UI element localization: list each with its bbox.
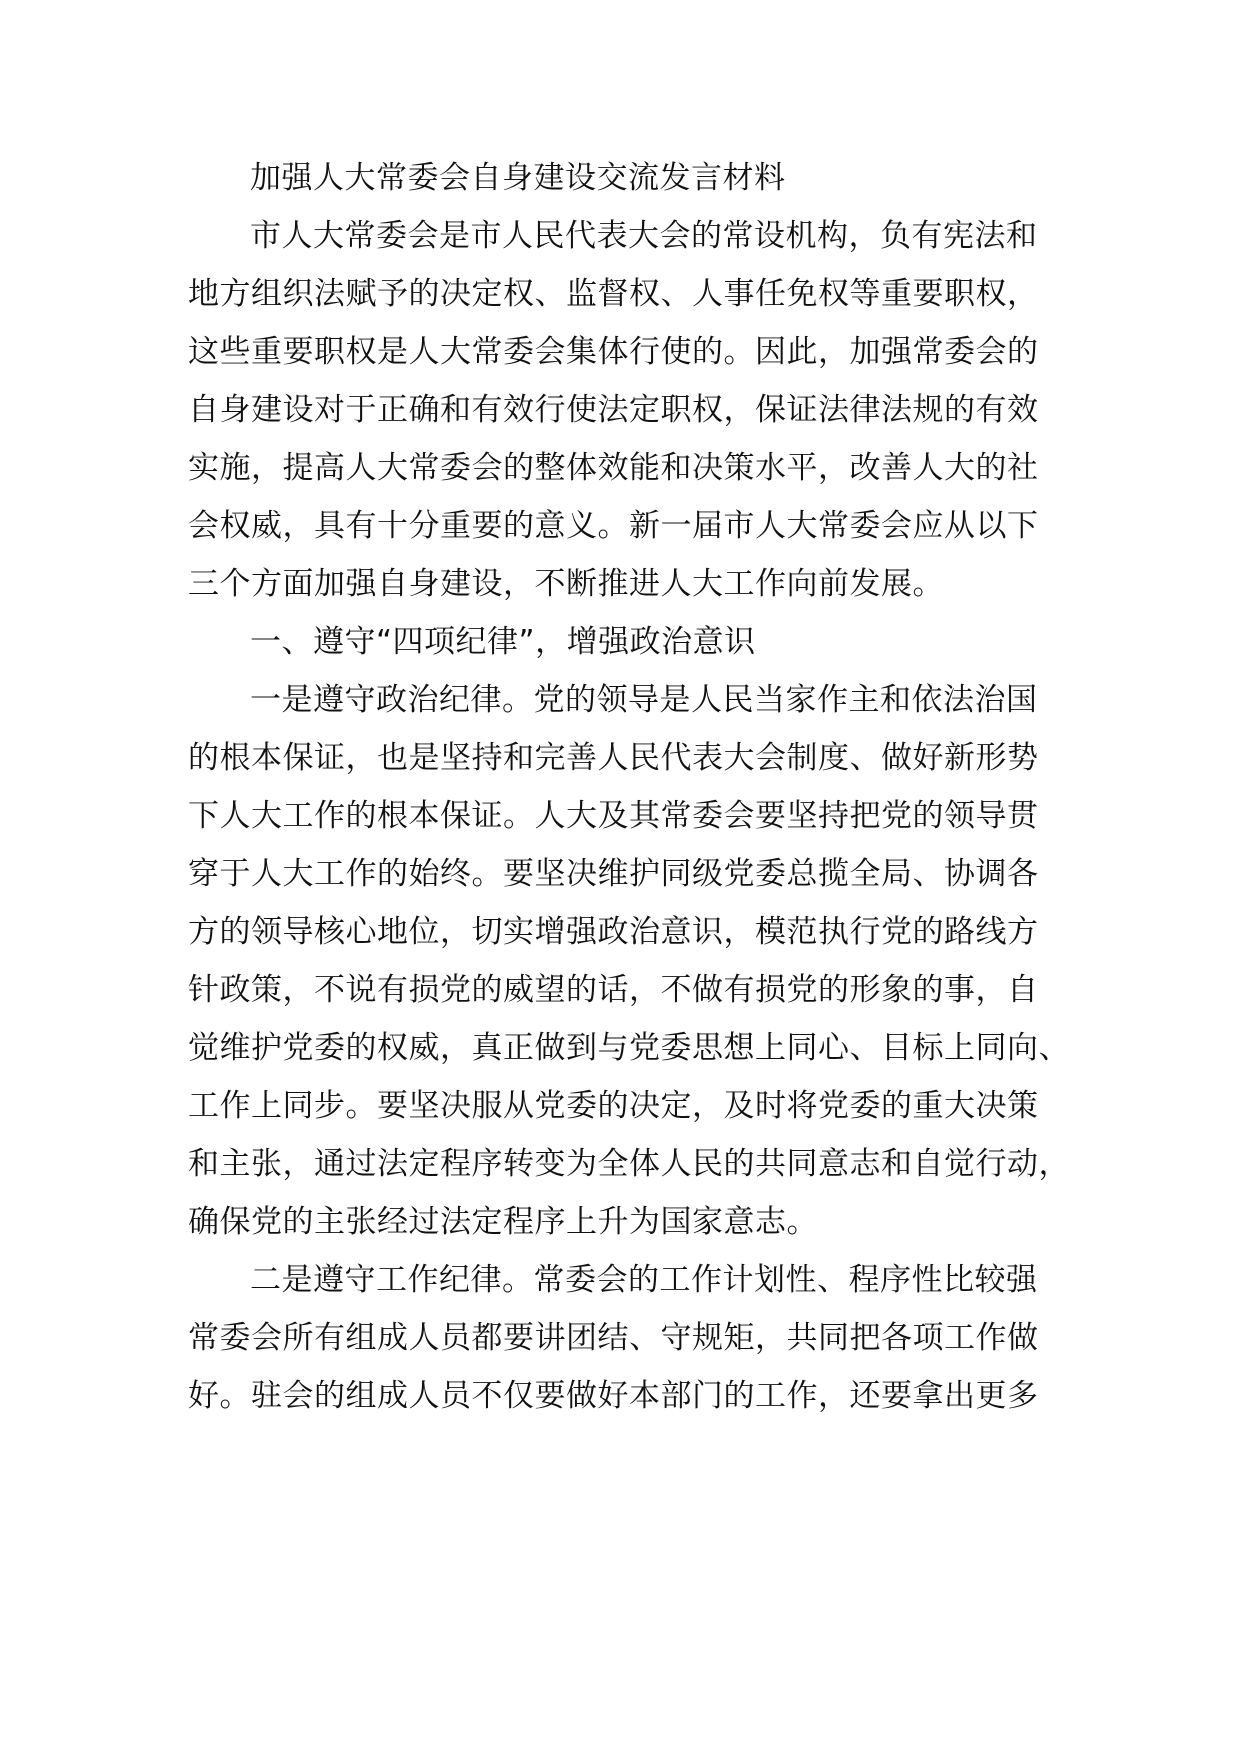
paragraph-line: 方的领导核心地位，切实增强政治意识，模范执行党的路线方 [188,914,1039,950]
paragraph-line: 常委会所有组成人员都要讲团结、守规矩，共同把各项工作做 [188,1320,1039,1356]
paragraph-line: 穿于人大工作的始终。要坚决维护同级党委总揽全局、协调各 [188,856,1039,892]
section-heading: 一、遵守“四项纪律”，增强政治意识 [250,624,756,660]
paragraph-line: 好。驻会的组成人员不仅要做好本部门的工作，还要拿出更多 [188,1378,1039,1414]
paragraph-line: 市人大常委会是市人民代表大会的常设机构，负有宪法和 [250,218,1038,254]
paragraph-line: 这些重要职权是人大常委会集体行使的。因此，加强常委会的 [188,334,1039,370]
paragraph-line: 觉维护党委的权威，真正做到与党委思想上同心、目标上同向、 [188,1030,1070,1066]
paragraph-line: 实施，提高人大常委会的整体效能和决策水平，改善人大的社 [188,450,1039,486]
paragraph-line: 三个方面加强自身建设，不断推进人大工作向前发展。 [188,566,944,602]
paragraph-line: 针政策，不说有损党的威望的话，不做有损党的形象的事，自 [188,972,1039,1008]
paragraph-line: 一是遵守政治纪律。党的领导是人民当家作主和依法治国 [250,682,1038,718]
paragraph-line: 地方组织法赋予的决定权、监督权、人事任免权等重要职权， [188,276,1039,312]
paragraph-line: 二是遵守工作纪律。常委会的工作计划性、程序性比较强 [250,1262,1038,1298]
paragraph-line: 的根本保证，也是坚持和完善人民代表大会制度、做好新形势 [188,740,1039,776]
paragraph-line: 确保党的主张经过法定程序上升为国家意志。 [188,1204,818,1240]
paragraph-line: 下人大工作的根本保证。人大及其常委会要坚持把党的领导贯 [188,798,1039,834]
document-title: 加强人大常委会自身建设交流发言材料 [250,160,786,196]
paragraph-line: 会权威，具有十分重要的意义。新一届市人大常委会应从以下 [188,508,1039,544]
paragraph-line: 自身建设对于正确和有效行使法定职权，保证法律法规的有效 [188,392,1039,428]
paragraph-line: 工作上同步。要坚决服从党委的决定，及时将党委的重大决策 [188,1088,1039,1124]
paragraph-line: 和主张，通过法定程序转变为全体人民的共同意志和自觉行动， [188,1146,1070,1182]
